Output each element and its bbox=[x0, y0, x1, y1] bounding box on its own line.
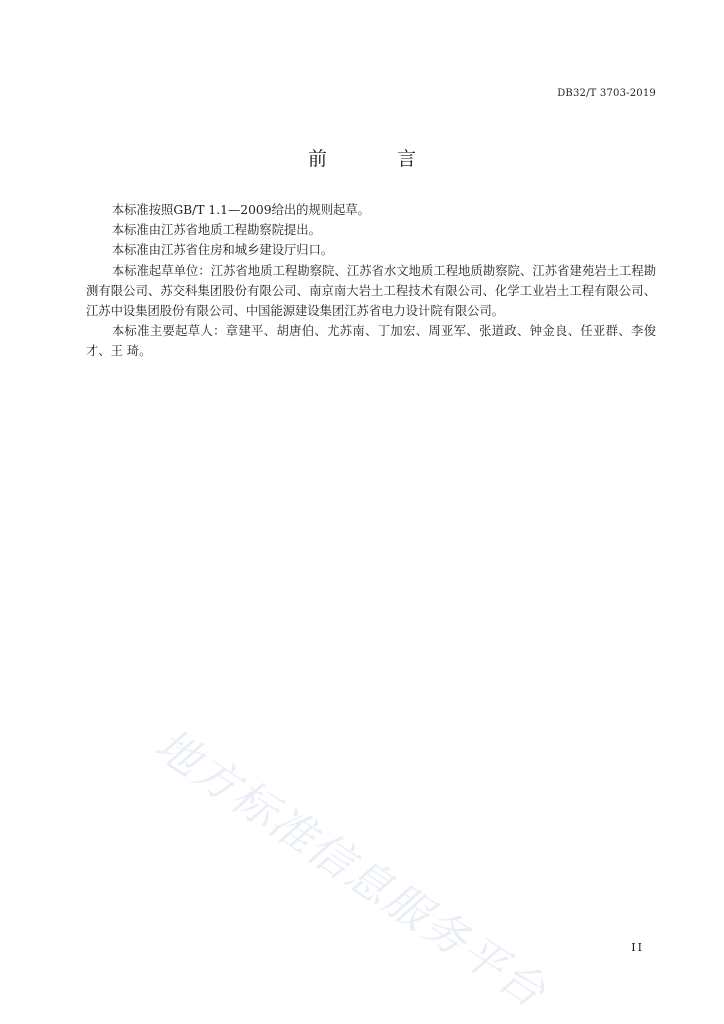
watermark: 地方标准信息服务平台 bbox=[145, 719, 556, 1019]
page-title: 前 言 bbox=[307, 148, 449, 170]
paragraph-drafting-rules: 本标准按照GB/T 1.1—2009给出的规则起草。 bbox=[111, 203, 370, 217]
paragraph-administrator: 本标准由江苏省住房和城乡建设厅归口。 bbox=[111, 243, 334, 258]
paragraph-drafting-units: 本标准起草单位：江苏省地质工程勘察院、江苏省水文地质工程地质勘察院、江苏省建苑岩土工程勘测有限公司、苏交科集团股份有限公司、南京南大岩土工程技术有限公司、化学工业岩土工程有限公司、江苏中设集团股份有限公司、中国能源建设集团江苏省电力设计院有限公司。 bbox=[86, 263, 656, 319]
paragraph-proposer: 本标准由江苏省地质工程勘察院提出。 bbox=[111, 223, 321, 238]
standard-code: DB32/T 3703-2019 bbox=[557, 88, 656, 99]
paragraph-main-drafters: 本标准主要起草人：章建平、胡唐伯、尤苏南、丁加宏、周亚军、张道政、钟金良、任亚群、李俊才、王 琦。 bbox=[86, 324, 656, 359]
preface-body bbox=[86, 200, 656, 362]
page-number: II bbox=[631, 941, 644, 954]
